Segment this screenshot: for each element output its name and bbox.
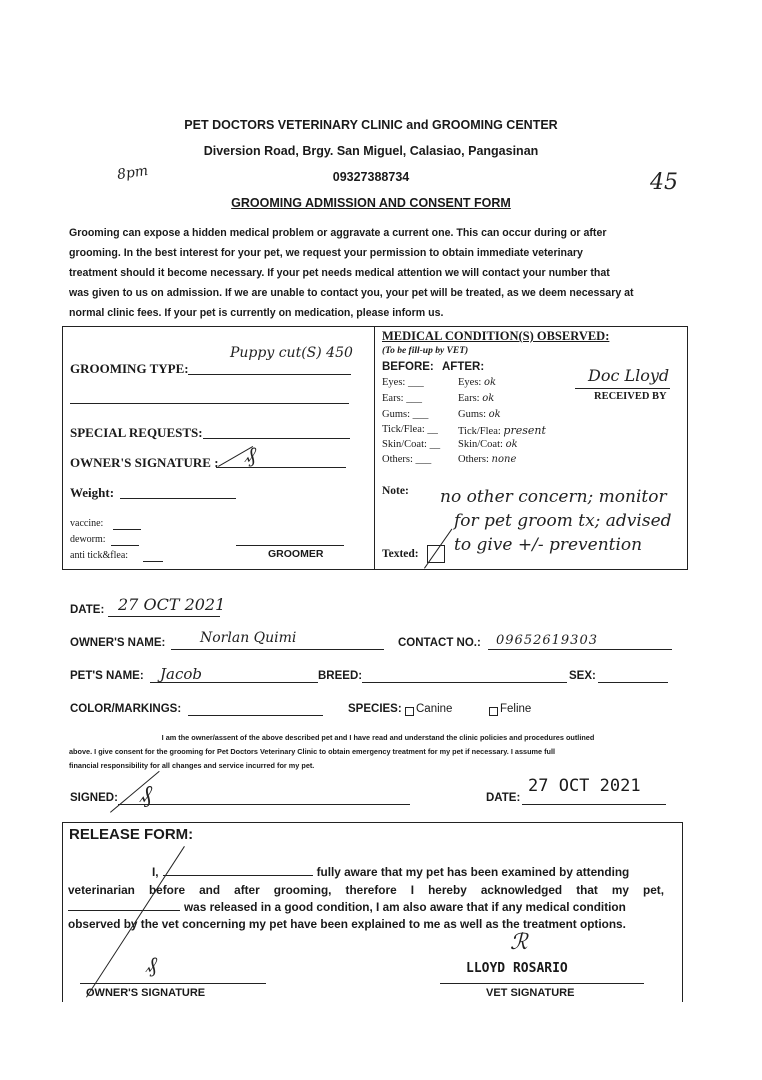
consent-line: above. I give consent for the grooming for Pet Doctors Veterinary Clinic to obtain emergency treatment for my pet if necessary. I assume full: [69, 747, 556, 756]
deworm-label: deworm:: [70, 534, 106, 545]
note-label: Note:: [382, 485, 409, 497]
after-item: Tick/Flea: present: [458, 424, 546, 437]
received-by-line[interactable]: [575, 388, 670, 389]
note-line: to give +/- prevention: [454, 535, 643, 555]
consent-line: I am the owner/assent of the above described pet and I have read and understand the clinic policies and procedures outlined: [161, 733, 595, 742]
intro-line: was given to us on admission. If we are unable to contact you, your pet will be treated, as we deem necessary at: [69, 287, 634, 299]
clinic-address: Diversion Road, Brgy. San Miguel, Calasiao, Pangasinan: [203, 144, 539, 158]
contact-value: 09652619303: [496, 633, 598, 648]
sex-line[interactable]: [598, 682, 668, 683]
feline-checkbox[interactable]: [489, 707, 498, 716]
texted-label: Texted:: [382, 548, 419, 560]
date-label: DATE:: [70, 604, 105, 616]
owner-release-signature-label: OWNER'S SIGNATURE: [86, 987, 206, 999]
special-requests-label: SPECIAL REQUESTS:: [70, 425, 203, 440]
grooming-extra-line[interactable]: [70, 403, 349, 404]
species-label: SPECIES:: [348, 703, 402, 715]
owner-name-label: OWNER'S NAME:: [70, 637, 166, 649]
signed-label: SIGNED:: [70, 792, 118, 804]
canine-label: Canine: [416, 703, 453, 715]
owner-signature-line[interactable]: [216, 467, 346, 468]
color-markings-label: COLOR/MARKINGS:: [70, 703, 182, 715]
weight-label: Weight:: [70, 485, 115, 500]
owner-release-signature-line[interactable]: [80, 983, 266, 984]
anti-tick-label: anti tick&flea:: [70, 550, 129, 561]
after-item: Gums: ok: [458, 409, 501, 420]
before-item: Others: ___: [382, 454, 432, 465]
vet-signature-label: VET SIGNATURE: [486, 987, 575, 999]
form-title: GROOMING ADMISSION AND CONSENT FORM: [231, 196, 511, 210]
groomer-line[interactable]: [236, 545, 344, 546]
contact-line[interactable]: [488, 649, 672, 650]
signed-line[interactable]: [118, 804, 410, 805]
owner-release-scribble: ₰: [146, 953, 157, 978]
owner-name-line[interactable]: [171, 649, 384, 650]
before-item: Eyes: ___: [382, 377, 424, 388]
clinic-phone: 09327388734: [332, 170, 410, 184]
after-item: Eyes: ok: [458, 377, 497, 388]
before-item: Ears: ___: [382, 393, 422, 404]
color-markings-line[interactable]: [188, 715, 323, 716]
medical-title: MEDICAL CONDITION(S) OBSERVED:: [382, 329, 610, 343]
note-line: for pet groom tx; advised: [454, 511, 672, 531]
intro-line: normal clinic fees. If your pet is currently on medication, please inform us.: [69, 307, 444, 319]
weight-line[interactable]: [120, 498, 236, 499]
vet-signature-line[interactable]: [440, 983, 644, 984]
consent-text: [69, 731, 687, 773]
release-right-border: [682, 822, 683, 1002]
intro-line: treatment should it become necessary. If your pet needs medical attention we will contact your number that: [69, 267, 610, 279]
release-line-4: observed by the vet concerning my pet have been explained to me as well as the treatment options.: [68, 917, 626, 931]
after-label: AFTER:: [442, 361, 485, 373]
received-by-label: RECEIVED BY: [594, 391, 667, 402]
after-item: Others: none: [458, 454, 517, 465]
signed-date-label: DATE:: [486, 792, 521, 804]
deworm-line[interactable]: [111, 545, 139, 546]
pet-name-value: Jacob: [160, 665, 202, 683]
after-item: Ears: ok: [458, 393, 495, 404]
before-item: Gums: ___: [382, 409, 429, 420]
groomer-label: GROOMER: [268, 548, 324, 560]
release-line-2: veterinarian before and after grooming, therefore I hereby acknowledged that my pet,: [68, 883, 664, 897]
release-line-3: was released in a good condition, I am also aware that if any medical condition: [68, 900, 664, 914]
release-top-border: [62, 822, 682, 823]
intro-line: Grooming can expose a hidden medical problem or aggravate a current one. This can occur during or after: [69, 227, 607, 239]
sex-label: SEX:: [569, 670, 596, 682]
owner-signature-scribble: ₰: [245, 443, 256, 468]
intro-paragraph: [69, 223, 675, 323]
breed-line[interactable]: [362, 682, 567, 683]
signed-date-line[interactable]: [522, 804, 666, 805]
date-value: 27 OCT 2021: [118, 595, 226, 614]
grooming-type-line[interactable]: [188, 374, 351, 375]
clinic-name: PET DOCTORS VETERINARY CLINIC and GROOMING CENTER: [184, 118, 558, 132]
medical-subtitle: (To be fill-up by VET): [382, 346, 469, 356]
note-text: [440, 485, 672, 557]
release-title: RELEASE FORM:: [69, 826, 194, 843]
anti-tick-line[interactable]: [143, 561, 163, 562]
received-by-name: Doc Lloyd: [588, 366, 670, 385]
handwritten-time: 8pm: [116, 162, 150, 184]
pet-name-label: PET'S NAME:: [70, 670, 144, 682]
release-left-border: [62, 822, 63, 1002]
before-item: Skin/Coat: __: [382, 439, 441, 450]
grooming-type-label: GROOMING TYPE:: [70, 361, 189, 376]
before-item: Tick/Flea: __: [382, 424, 438, 435]
owner-signature-label: OWNER'S SIGNATURE :: [70, 455, 219, 470]
owner-name-value: Norlan Quimi: [200, 630, 297, 646]
signed-date-value: 27 OCT 2021: [528, 776, 641, 796]
grooming-type-value: Puppy cut(S) 450: [230, 345, 353, 361]
canine-checkbox[interactable]: [405, 707, 414, 716]
breed-label: BREED:: [318, 670, 363, 682]
before-label: BEFORE:: [382, 361, 434, 373]
intro-line: grooming. In the best interest for your pet, we request your permission to obtain immediate veterinary: [69, 247, 583, 259]
after-item: Skin/Coat: ok: [458, 439, 518, 450]
vet-name: LLOYD ROSARIO: [466, 961, 568, 976]
consent-line: financial responsibility for all changes and service incurred for my pet.: [69, 761, 315, 770]
special-requests-line[interactable]: [203, 438, 350, 439]
vet-initials-scribble: ℛ: [510, 930, 528, 955]
vaccine-label: vaccine:: [70, 518, 104, 529]
signed-scribble: ₰: [140, 780, 152, 808]
handwritten-number: 45: [650, 170, 678, 195]
contact-label: CONTACT NO.:: [398, 637, 481, 649]
note-line: no other concern; monitor: [440, 487, 667, 507]
feline-label: Feline: [500, 703, 532, 715]
box-divider: [374, 326, 375, 570]
vaccine-line[interactable]: [113, 529, 141, 530]
release-line-1: I, fully aware that my pet has been examined by attending: [152, 865, 630, 879]
date-line[interactable]: [108, 616, 220, 617]
